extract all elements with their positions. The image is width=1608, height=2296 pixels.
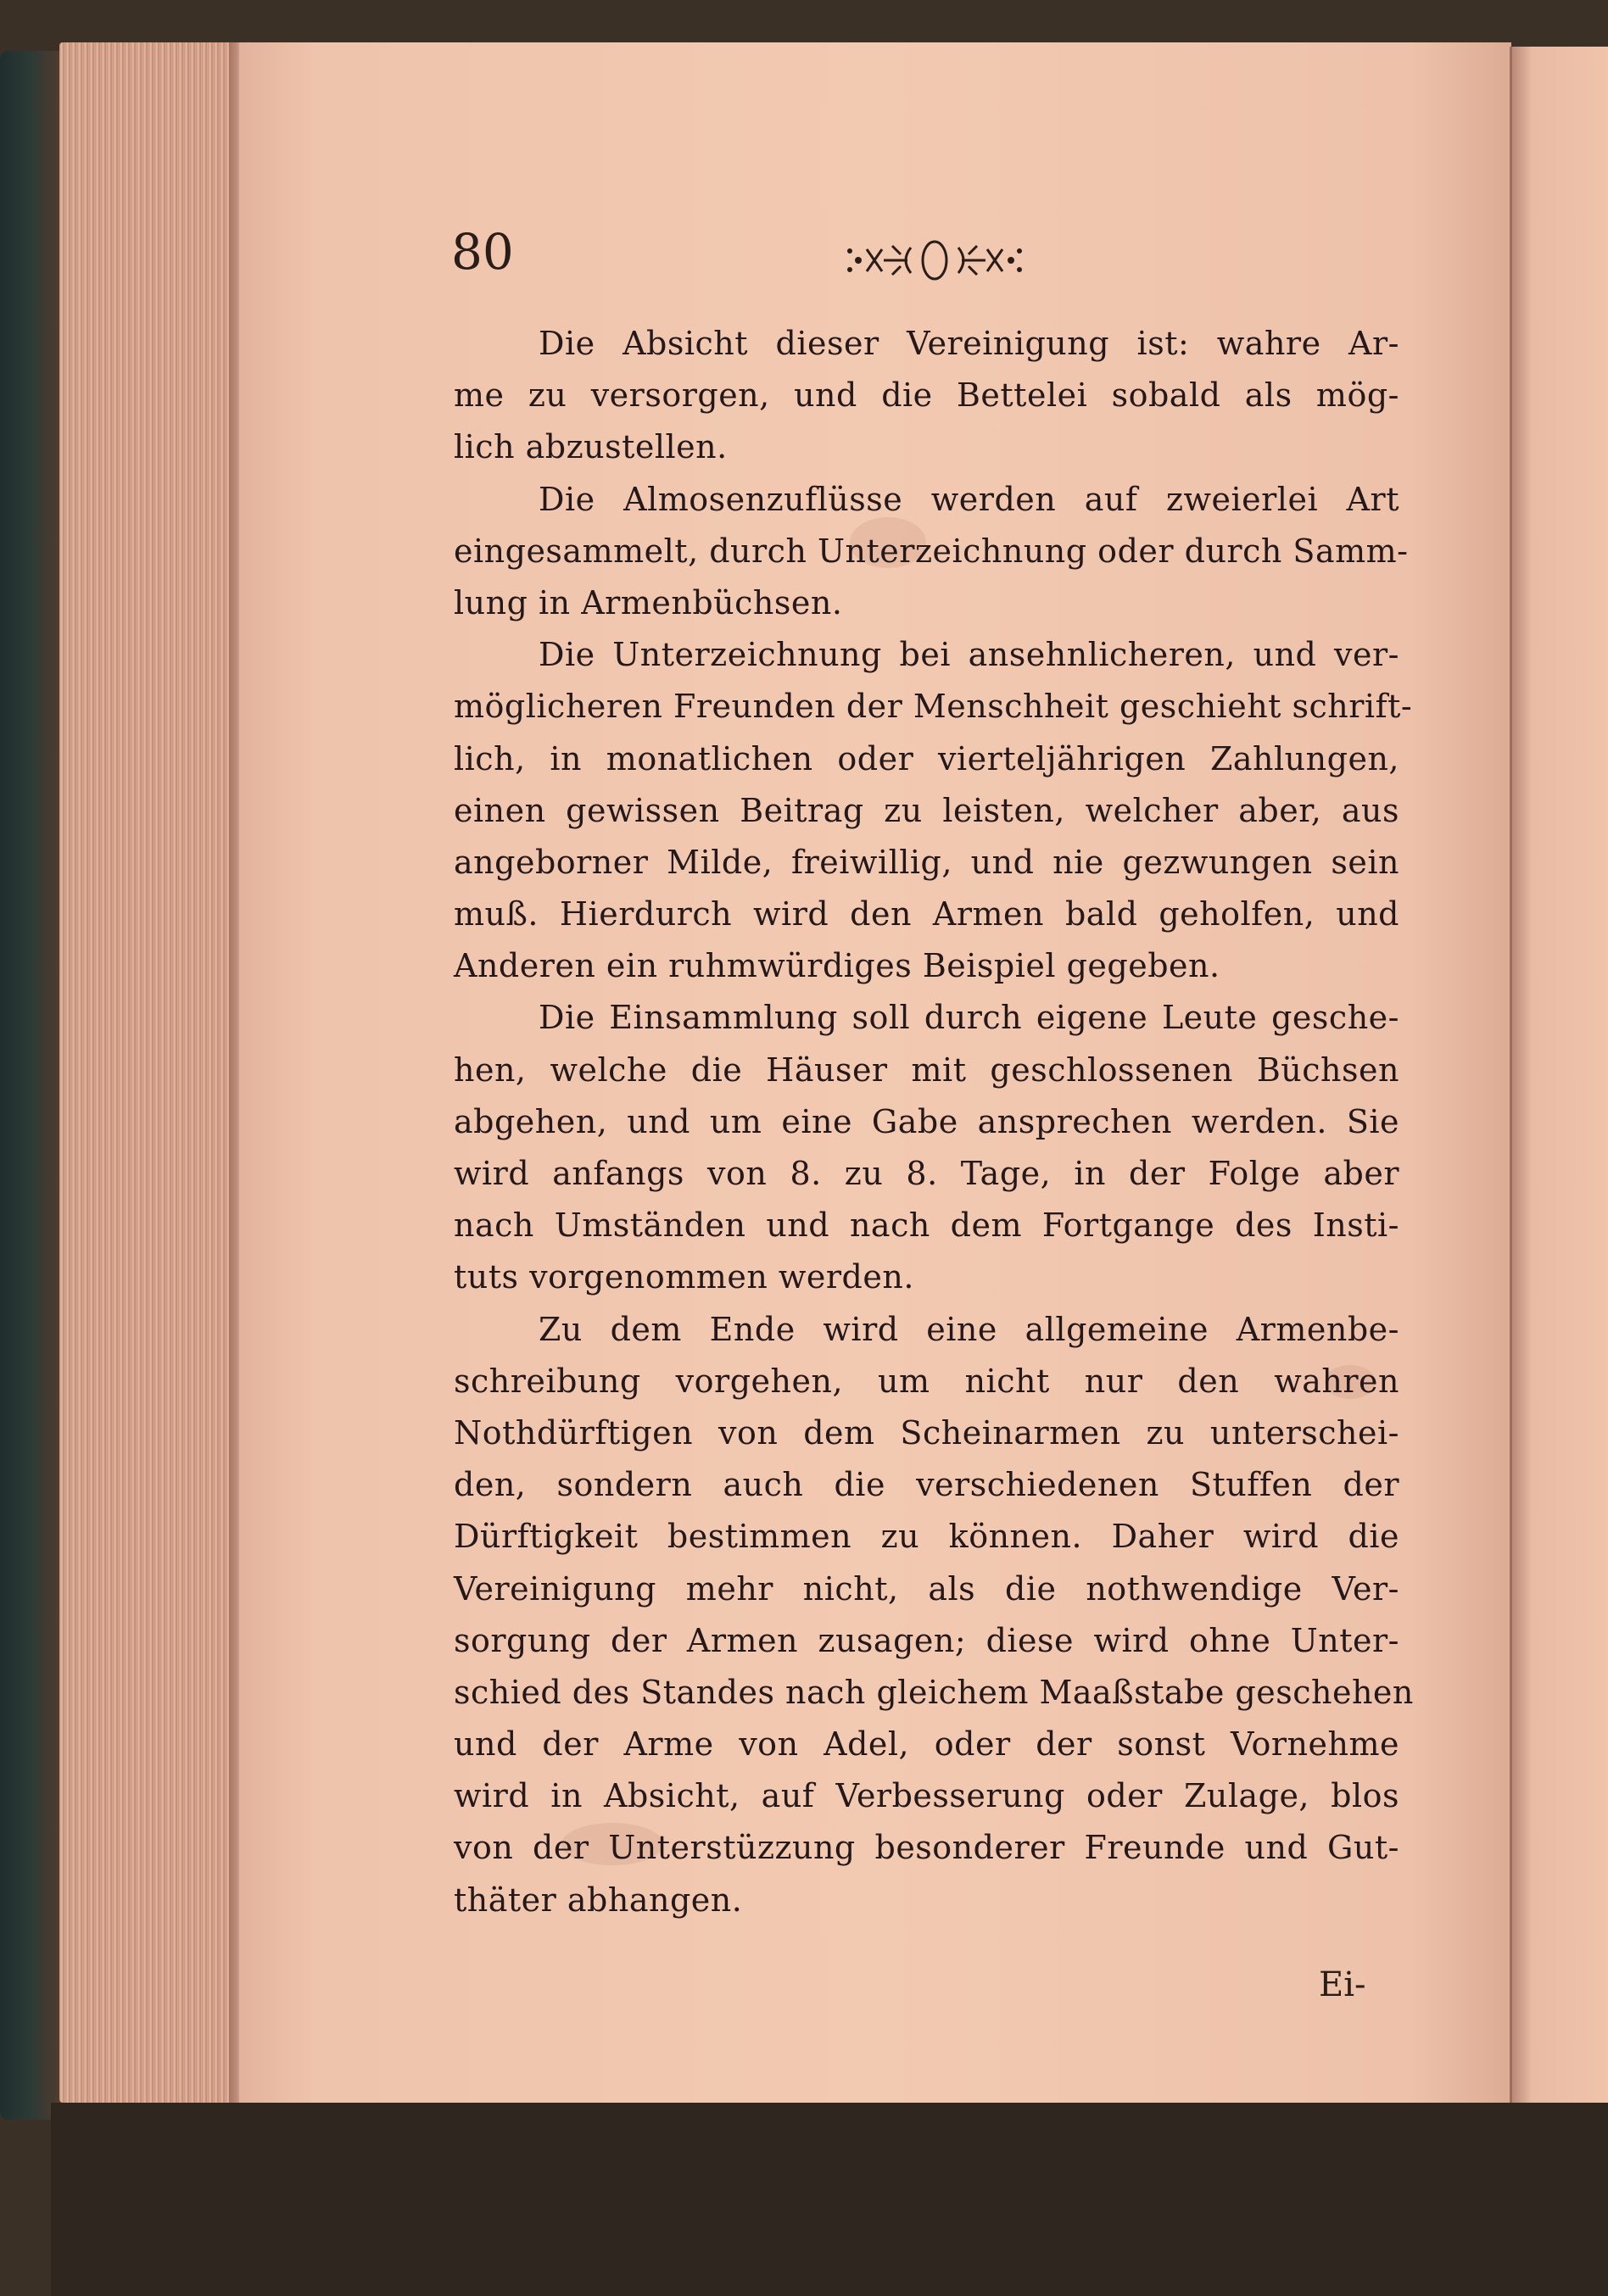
text-line: von der Unterstüzzung besonderer Freunde und Gut- xyxy=(454,1829,1399,1867)
text-line: und der Arme von Adel, oder der sonst Vornehme xyxy=(454,1725,1399,1764)
text-line: den, sondern auch die verschiedenen Stuffen der xyxy=(454,1466,1399,1504)
text-line: Die Unterzeichnung bei ansehnlicheren, und ver- xyxy=(539,636,1399,674)
text-line: schied des Standes nach gleichem Maaßstabe geschehen xyxy=(454,1673,1414,1711)
page-edges xyxy=(59,42,237,2103)
text-line: schreibung vorgehen, um nicht nur den wahren xyxy=(454,1362,1399,1400)
text-line: Die Almosenzuflüsse werden auf zweierlei Art xyxy=(539,480,1399,518)
page-number: 80 xyxy=(451,223,514,281)
text-line: wird in Absicht, auf Verbesserung oder Zulage, blos xyxy=(454,1777,1399,1815)
text-line: lich, in monatlichen oder vierteljährigen Zahlungen, xyxy=(454,739,1399,777)
text-line: Vereinigung mehr nicht, als die nothwendige Ver- xyxy=(454,1569,1399,1608)
text-line: eingesammelt, durch Unterzeichnung oder durch Samm- xyxy=(454,532,1409,570)
facing-page-edge xyxy=(1510,47,1608,2107)
text-line: einen gewissen Beitrag zu leisten, welcher aber, aus xyxy=(454,791,1399,829)
text-line: lung in Armenbüchsen. xyxy=(454,583,843,621)
text-line: Dürftigkeit bestimmen zu können. Daher wird die xyxy=(454,1518,1399,1556)
text-line: möglicheren Freunden der Menschheit geschieht schrift- xyxy=(454,688,1413,726)
body-text xyxy=(454,318,1414,1926)
text-line: hen, welche die Häuser mit geschlossenen Büchsen xyxy=(454,1050,1399,1089)
text-line: Nothdürftigen von dem Scheinarmen zu unterschei- xyxy=(454,1413,1399,1452)
text-line: Anderen ein ruhmwürdiges Beispiel gegeben. xyxy=(454,947,1220,985)
catchword: Ei- xyxy=(1319,1965,1366,2004)
text-line: thäter abhangen. xyxy=(454,1881,743,1919)
text-line: tuts vorgenommen werden. xyxy=(454,1258,914,1296)
text-line: muß. Hierdurch wird den Armen bald geholfen, und xyxy=(454,895,1399,933)
text-line: nach Umständen und nach dem Fortgange des Insti- xyxy=(454,1207,1399,1245)
scan-bottom-background xyxy=(51,2103,1608,2296)
header-ornament-icon xyxy=(833,231,1036,290)
text-line: sorgung der Armen zusagen; diese wird ohne Unter- xyxy=(454,1621,1399,1659)
text-line: lich abzustellen. xyxy=(454,428,728,466)
text-line: Zu dem Ende wird eine allgemeine Armenbe- xyxy=(539,1310,1399,1348)
page-header xyxy=(451,222,1384,298)
text-line: Die Absicht dieser Vereinigung ist: wahre Ar- xyxy=(539,325,1399,362)
text-line: me zu versorgen, und die Bettelei sobald als mög- xyxy=(454,376,1399,415)
text-line: wird anfangs von 8. zu 8. Tage, in der Folge aber xyxy=(454,1155,1399,1192)
text-line: abgehen, und um eine Gabe ansprechen werden. Sie xyxy=(454,1102,1399,1140)
text-line: Die Einsammlung soll durch eigene Leute gesche- xyxy=(539,999,1399,1037)
text-line: angeborner Milde, freiwillig, und nie gezwungen sein xyxy=(454,843,1399,881)
